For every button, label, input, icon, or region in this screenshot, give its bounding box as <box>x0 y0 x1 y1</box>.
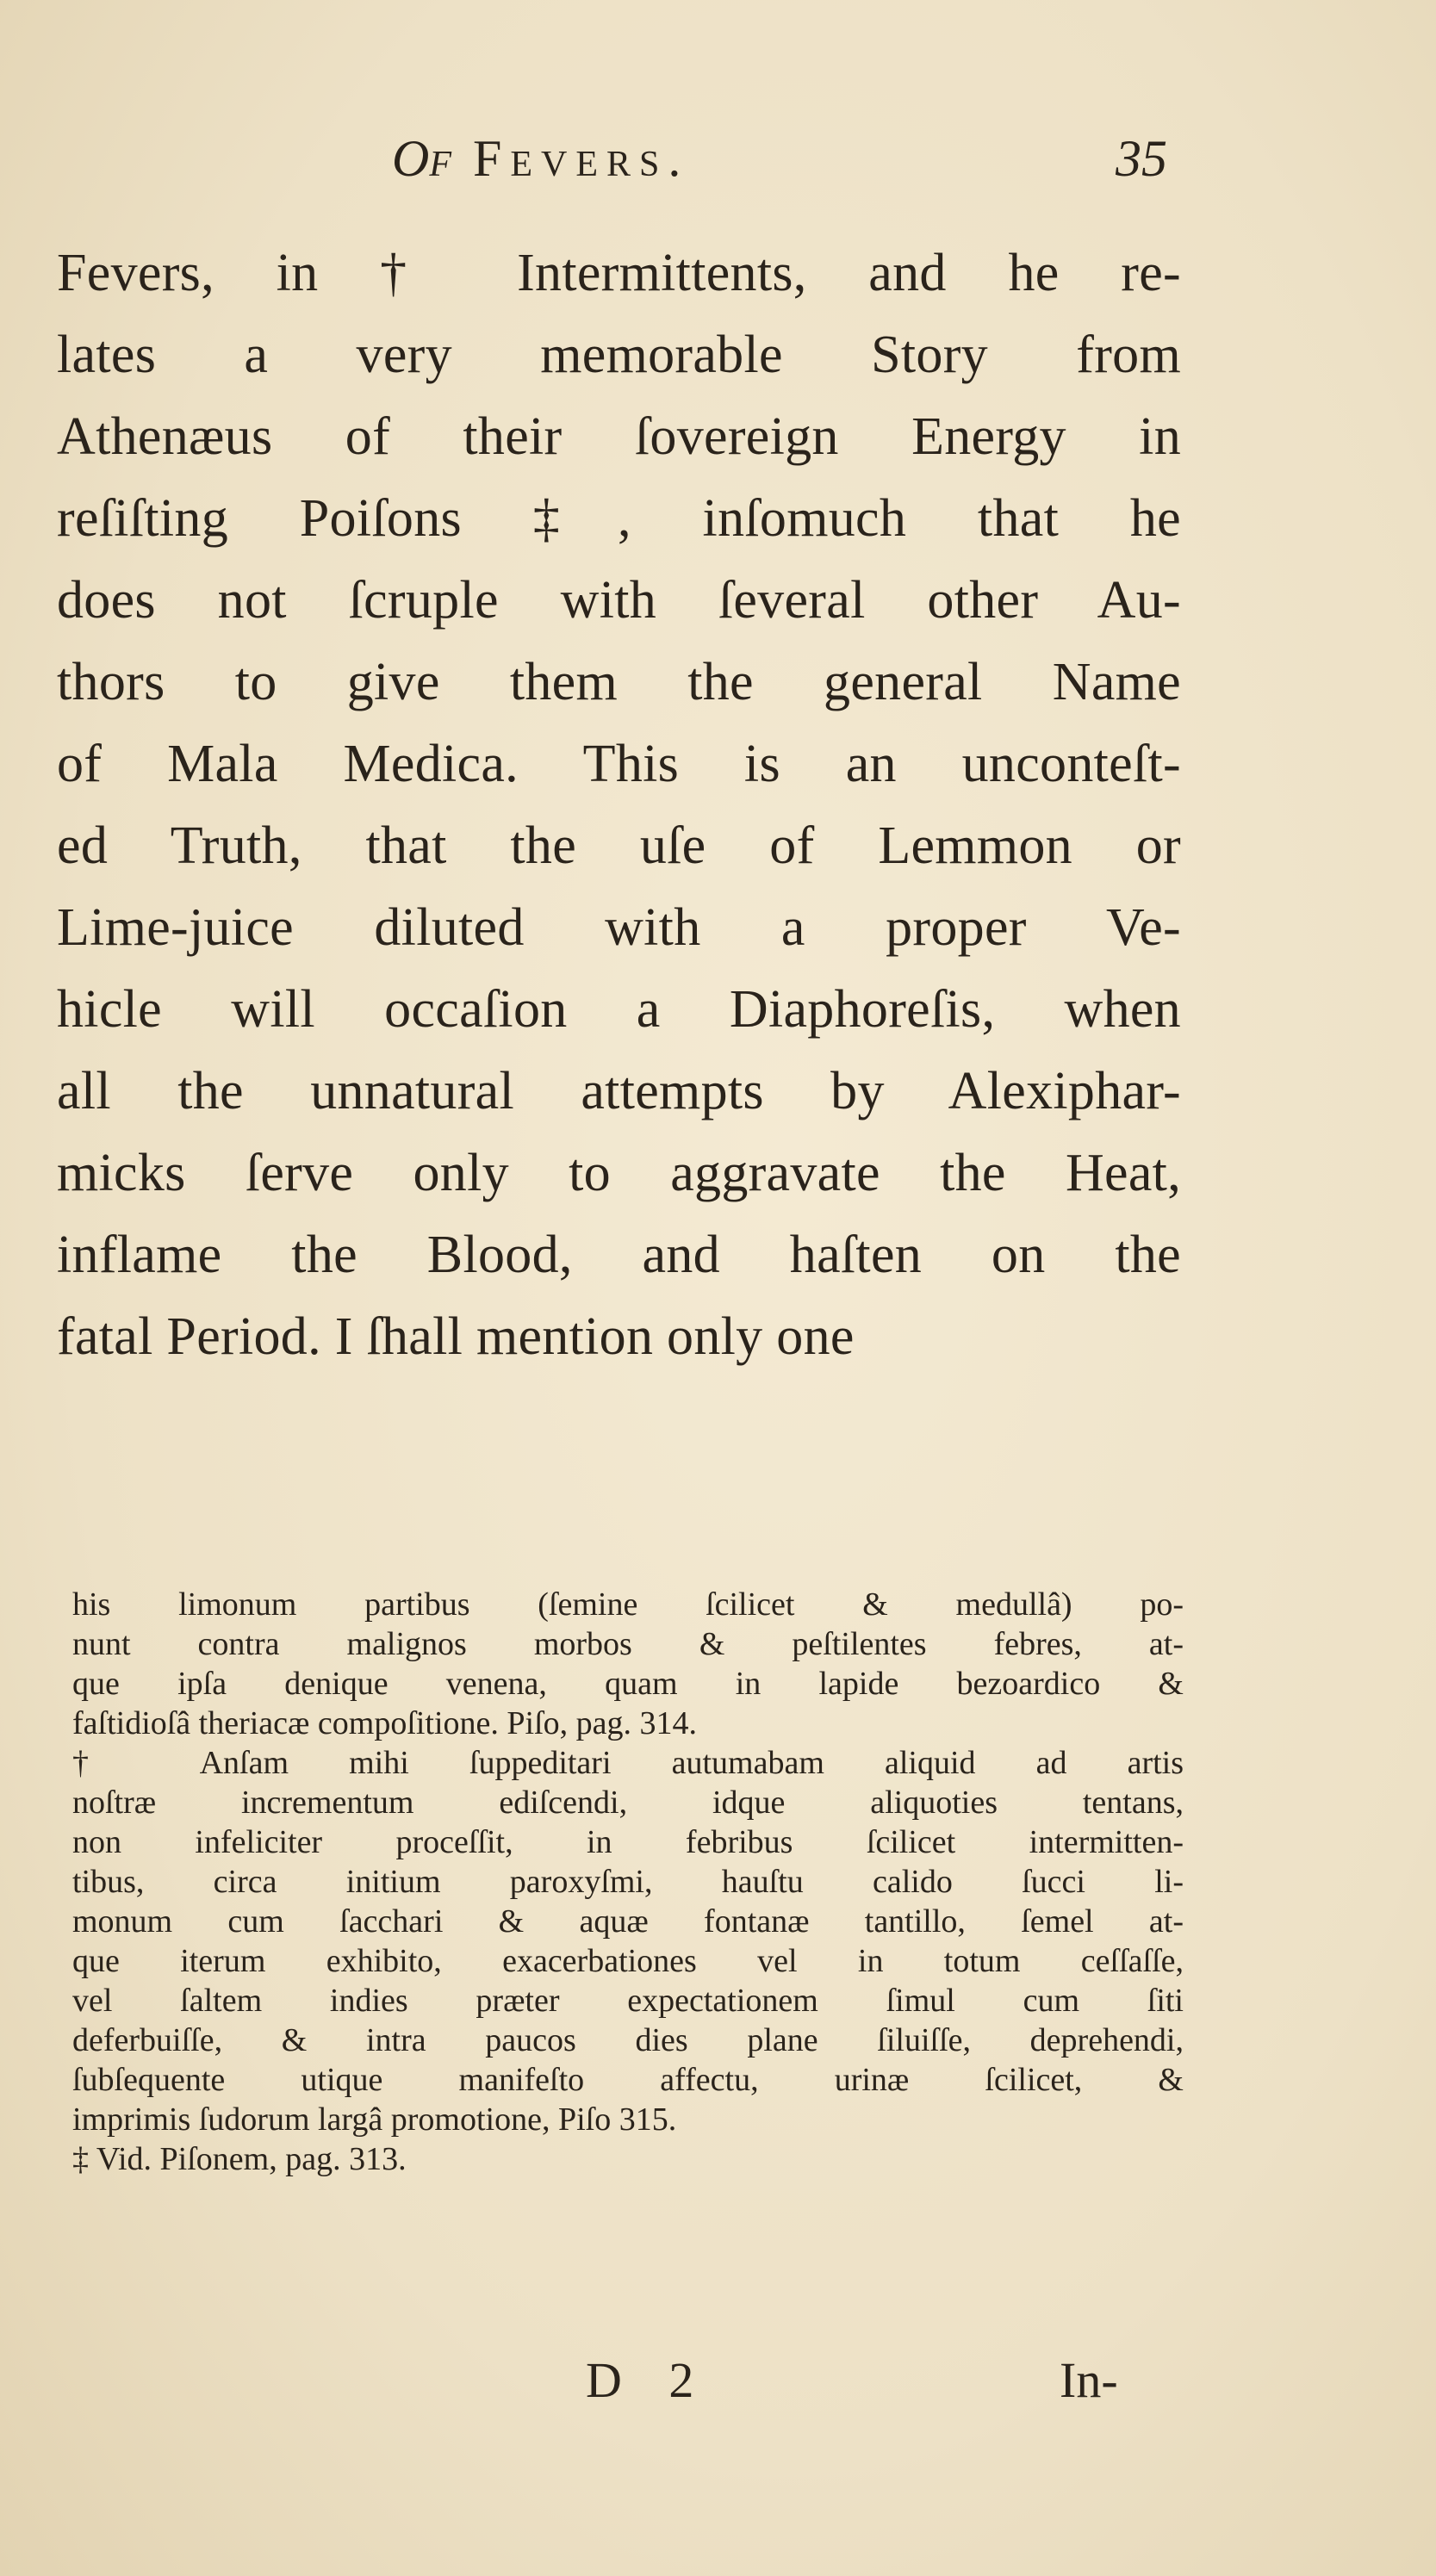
footnote-line: monum cum ſacchari & aquæ fontanæ tantillo, ſemel at- <box>72 1903 1184 1940</box>
footnote-line: ‡ Vid. Piſonem, pag. 313. <box>72 2141 407 2177</box>
footnote-line: imprimis ſudorum largâ promotione, Piſo 315. <box>72 2101 677 2138</box>
footnote-line: vel ſaltem indies præter expectationem ſimul cum ſiti <box>72 1983 1184 2019</box>
page-footer <box>0 2351 1436 2412</box>
body-line: Fevers, in † Intermittents, and he re- <box>57 244 1181 302</box>
body-line: thors to give them the general Name <box>57 653 1181 711</box>
body-line: inflame the Blood, and haſten on the <box>57 1226 1181 1284</box>
body-line: Lime-juice diluted with a proper Ve- <box>57 898 1181 957</box>
body-line: of Mala Medica. This is an unconteſt- <box>57 735 1181 793</box>
body-line: hicle will occaſion a Diaphoreſis, when <box>57 980 1181 1039</box>
body-line: lates a very memorable Story from <box>57 326 1181 384</box>
footnote-line: que iterum exhibito, exacerbationes vel in totum ceſſaſſe, <box>72 1943 1184 1979</box>
footnote-line: ſubſequente utique manifeſto affectu, urinæ ſcilicet, & <box>72 2062 1184 2098</box>
page-header <box>392 129 1219 207</box>
body-line: ed Truth, that the uſe of Lemmon or <box>57 816 1181 875</box>
body-line: all the unnatural attempts by Alexiphar- <box>57 1062 1181 1120</box>
body-line: Athenæus of their ſovereign Energy in <box>57 407 1181 466</box>
footnote-line: his limonum partibus (ſemine ſcilicet & medullâ) po- <box>72 1586 1184 1623</box>
footnote-line: deferbuiſſe, & intra paucos dies plane ſiluiſſe, deprehendi, <box>72 2022 1184 2058</box>
running-title-text: Fevers. <box>473 130 690 187</box>
footnote-line: faſtidioſâ theriacæ compoſitione. Piſo, pag. 314. <box>72 1705 698 1741</box>
footnote-line: non infeliciter proceſſit, in febribus ſcilicet intermitten- <box>72 1824 1184 1860</box>
footnote-line: que ipſa denique venena, quam in lapide bezoardico & <box>72 1666 1184 1702</box>
body-text <box>57 233 1181 1378</box>
catchword: In- <box>1060 2352 1118 2408</box>
footnote-line: † Anſam mihi ſuppeditari autumabam aliquid ad artis <box>72 1745 1184 1781</box>
footnote-line: tibus, circa initium paroxyſmi, hauſtu calido ſucci li- <box>72 1864 1184 1900</box>
running-title <box>392 129 689 189</box>
running-title-of: Of <box>392 130 451 187</box>
page-number: 35 <box>1116 130 1167 187</box>
body-line: does not ſcruple with ſeveral other Au- <box>57 571 1181 630</box>
footnote-line: nunt contra malignos morbos & peſtilentes febres, at- <box>72 1626 1184 1662</box>
body-line: micks ſerve only to aggravate the Heat, <box>57 1144 1181 1202</box>
footnotes <box>72 1585 1184 2179</box>
footnote-line: noſtræ incrementum ediſcendi, idque aliquoties tentans, <box>72 1785 1184 1821</box>
body-line: reſiſting Poiſons ‡, inſomuch that he <box>57 489 1181 548</box>
body-line: fatal Period. I ſhall mention only one <box>57 1307 855 1366</box>
signature-mark: D 2 <box>586 2352 712 2408</box>
